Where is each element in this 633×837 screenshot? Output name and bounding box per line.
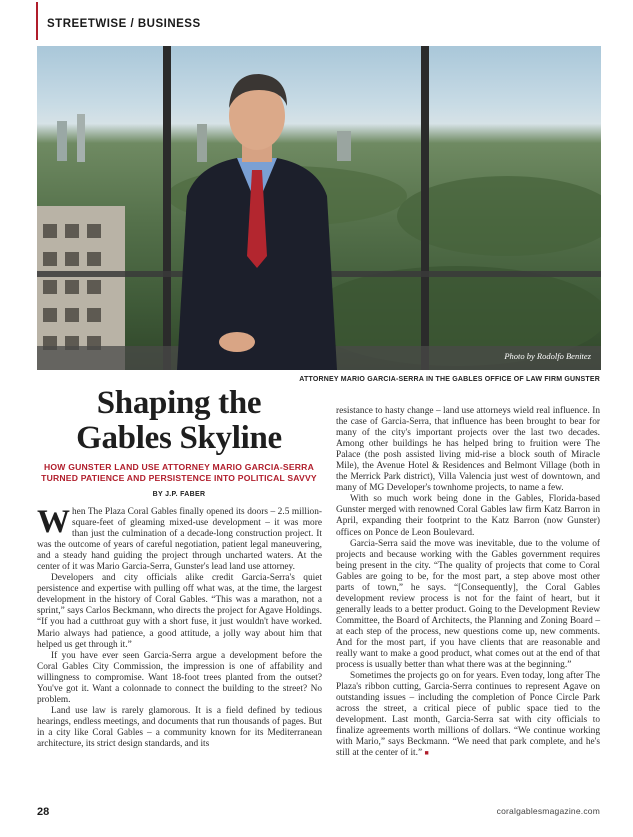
section-label: STREETWISE / BUSINESS	[47, 18, 201, 30]
body-paragraph: Developers and city officials alike credit Garcia-Serra's quiet persistence and expertise with pulling off what was, at the time, the largest development in the history of Coral Gables. “This was a marathon, not a sprint,” says Carlos Beckmann, who directs the project for Agave Holdings. “If you had a cutthroat guy with a short fuse, it just wouldn't have worked. Mario always had patience, a good attitude, a jolly way about him that helped us get through it.”	[37, 573, 322, 650]
page-number: 28	[37, 806, 50, 818]
drop-cap: W	[37, 504, 70, 540]
article-title-line-2: Gables Skyline	[76, 420, 282, 456]
article-subtitle	[37, 462, 321, 484]
article-subtitle-line-1: HOW GUNSTER LAND USE ATTORNEY MARIO GARCIA-SERRA	[44, 462, 314, 472]
body-paragraph: Land use law is rarely glamorous. It is a field defined by tedious hearings, endless meetings, and documents that run thousands of pages. But in a city like Coral Gables – a community known for its Mediterranean architecture, its strict design standards, and its	[37, 705, 322, 749]
photo-illustration	[37, 46, 601, 370]
article-title	[37, 386, 321, 456]
body-paragraph: Garcia-Serra said the move was inevitable, due to the volume of projects and because working with the Gables government requires being present in the city. “The quality of projects that come to Coral Gables are going to be, for the most part, a step above most other parts of town,” he says. “[Consequently], the Coral Gables development review process is not for the faint of heart, but it generally leads to a better product. Going to the Development Review Committee, the Board of Architects, the Planning and Zoning Board – at each step of the process, new questions come up, new comments. And for the most part, if you have clients that are reasonable and really want to make a good product, what comes out at the end of that process is usually better than what there was at the beginning.”	[336, 538, 600, 671]
section-accent-rule	[36, 2, 38, 40]
body-paragraph: With so much work being done in the Gables, Florida-based Gunster merged with renowned Coral Gables law firm Katz Barron in April, expanding their footprint to the Katz Barron (now Gunster) offices on Ponce de Leon Boulevard.	[336, 494, 600, 538]
byline: BY J.P. FABER	[152, 491, 206, 498]
website-url[interactable]: coralgablesmagazine.com	[496, 806, 600, 816]
photo-credit: Photo by Rodolfo Benitez	[504, 351, 591, 361]
portrait-photo	[37, 46, 601, 370]
body-paragraph: resistance to hasty change – land use attorneys wield real influence. In the case of Garcia-Serra, that influence has been brought to bear for many of the city's important projects over the last two decades. Among other buildings he has helped bring to fruition were The Palace (the posh assisted living mid-rise a block south of Miracle Mile), the Avenue Hotel & Residences and Belmont Village (both in the Merrick Park district), Villa Valencia just west of downtown, and many of MG Developer's townhome projects, to name a few.	[336, 406, 600, 494]
body-column-right	[336, 406, 600, 760]
body-paragraph: If you have ever seen Garcia-Serra argue a development before the Coral Gables City Commission, the impression is one of affability and willingness to compromise. Want 18-foot trees planted from the outset? You've got it. Want a colonnade to connect the building to the street? No problem.	[37, 650, 322, 705]
body-paragraph: Sometimes the projects go on for years. Even today, long after The Plaza's ribbon cutting, Garcia-Serra continues to represent Agave on outstanding issues – including the completion of Ponce Circle Park across the street, a critical piece of public space tied to the development. Last month, Garcia-Serra sat with city officials to finalize agreements worth millions of dollars. “We continue working with Mario,” says Beckmann. “We need that park complete, and he's still at the center of it.” ■	[336, 671, 600, 759]
photo-caption: ATTORNEY MARIO GARCIA-SERRA IN THE GABLES OFFICE OF LAW FIRM GUNSTER	[299, 376, 600, 383]
end-mark: ■	[424, 749, 429, 758]
body-column-left	[37, 504, 322, 750]
body-paragraph: When The Plaza Coral Gables finally opened its doors – 2.5 million-square-feet of gleaming mixed-use development – it was more than just the culmination of a decade-long construction project. It was the outcome of years of careful negotiation, patient legal maneuvering, and a steady hand guiding the project through uncharted waters. At the center of it was Mario Garcia-Serra, Gunster's lead land use attorney.	[37, 504, 322, 573]
article-title-line-1: Shaping the	[96, 385, 262, 421]
article-subtitle-line-2: TURNED PATIENCE AND PERSISTENCE INTO POLITICAL SAVVY	[41, 473, 317, 483]
